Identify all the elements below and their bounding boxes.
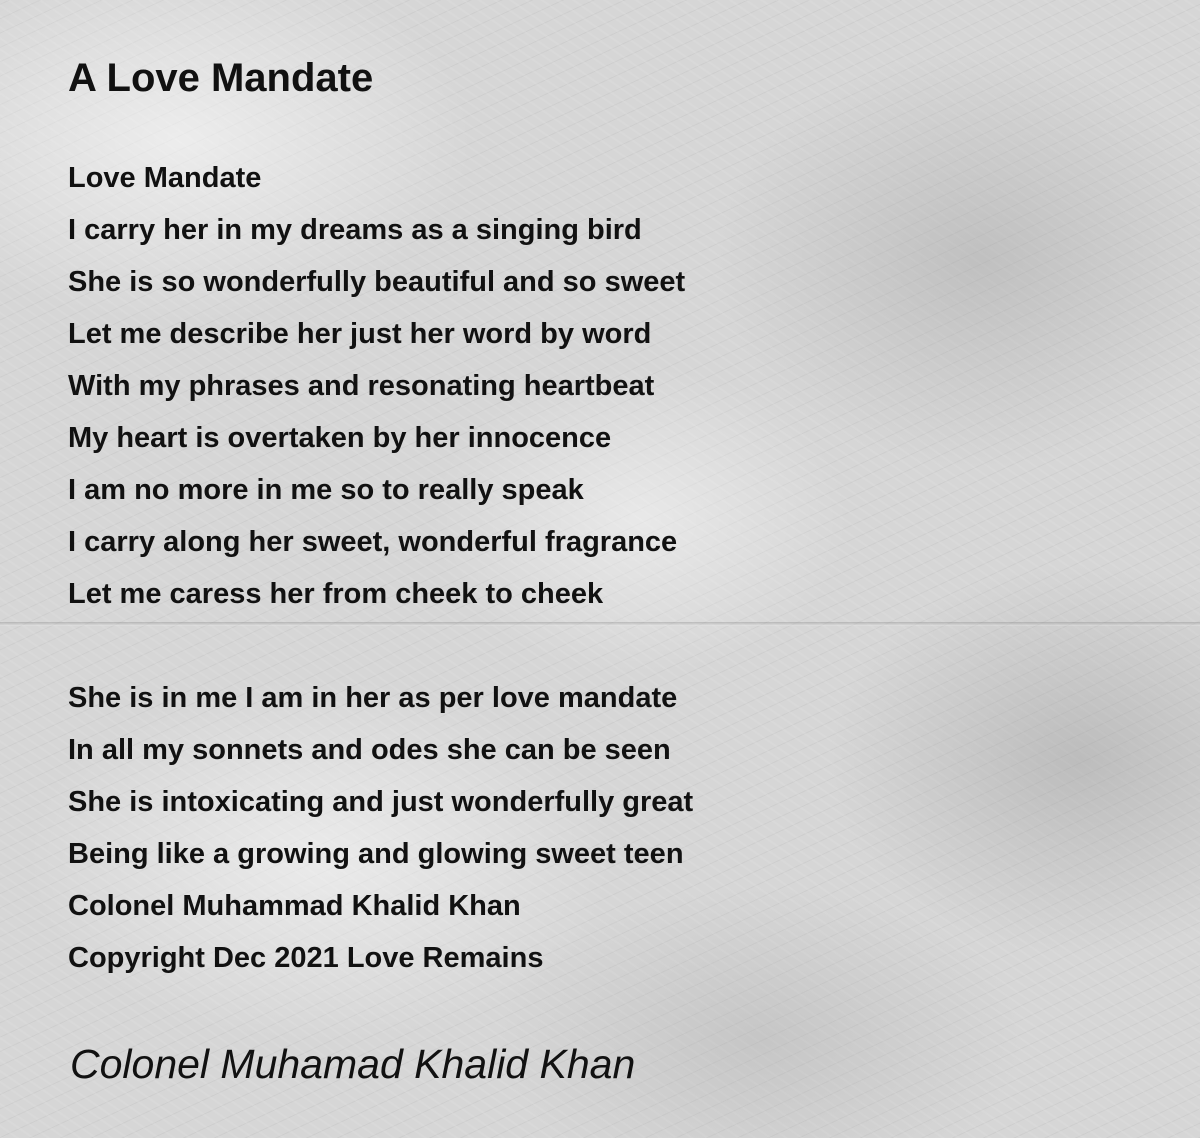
poem-line: Copyright Dec 2021 Love Remains xyxy=(68,942,544,974)
poem-line: I carry along her sweet, wonderful fragrance xyxy=(68,526,678,558)
author-name: Colonel Muhamad Khalid Khan xyxy=(70,1041,636,1087)
background-seam xyxy=(0,622,1200,626)
stanza xyxy=(68,672,693,984)
poem-line: I am no more in me so to really speak xyxy=(68,474,584,506)
poem-line: She is in me I am in her as per love mandate xyxy=(68,682,678,714)
poem-line: With my phrases and resonating heartbeat xyxy=(68,370,655,402)
stanza xyxy=(68,152,685,620)
poem-line: Love Mandate xyxy=(68,162,262,194)
poem-line: Colonel Muhammad Khalid Khan xyxy=(68,890,521,922)
poem-line: She is so wonderfully beautiful and so sweet xyxy=(68,266,686,298)
poem-line: She is intoxicating and just wonderfully great xyxy=(68,786,694,818)
poem-line: I carry her in my dreams as a singing bird xyxy=(68,214,642,246)
poem-title: A Love Mandate xyxy=(68,56,374,100)
poem-line: Let me caress her from cheek to cheek xyxy=(68,578,604,610)
poem-line: Being like a growing and glowing sweet teen xyxy=(68,838,684,870)
poem-line: In all my sonnets and odes she can be seen xyxy=(68,734,671,766)
poem-line: Let me describe her just her word by word xyxy=(68,318,652,350)
poem-line: My heart is overtaken by her innocence xyxy=(68,422,612,454)
